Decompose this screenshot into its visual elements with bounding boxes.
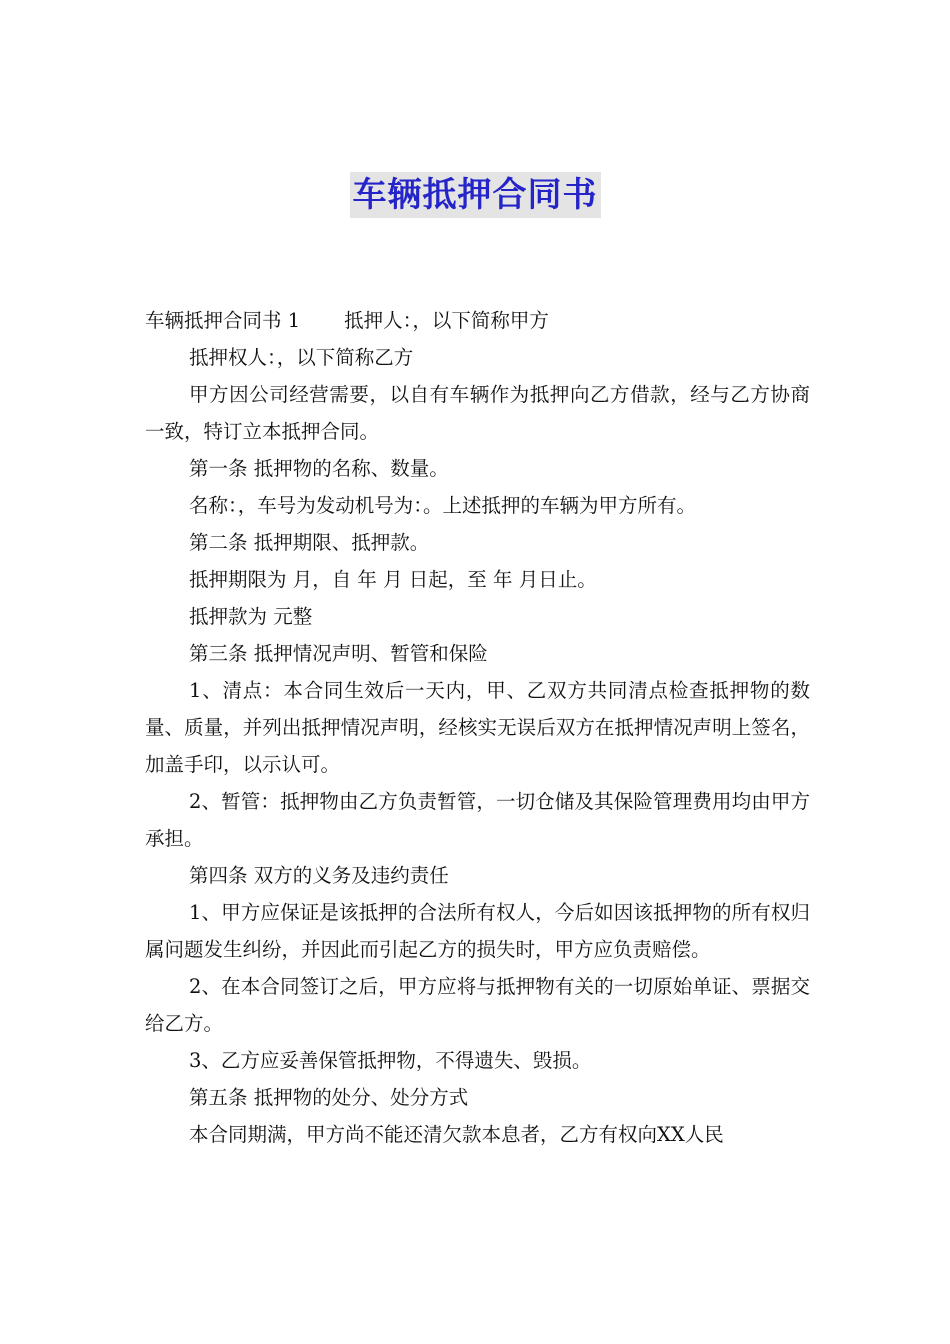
heading-party: 抵押人：，以下简称甲方 xyxy=(344,309,549,332)
paragraph-preamble: 甲方因公司经营需要，以自有车辆作为抵押向乙方借款，经与乙方协商一致，特订立本抵押合同。 xyxy=(145,383,810,443)
heading-number: 车辆抵押合同书 1 xyxy=(145,309,301,332)
document-body xyxy=(145,302,810,1153)
paragraph-inventory: 1、清点：本合同生效后一天内，甲、乙双方共同清点检查抵押物的数量、质量，并列出抵押情况声明，经核实无误后双方在抵押情况声明上签名，加盖手印，以示认可。 xyxy=(145,679,810,776)
title-wrapper xyxy=(0,172,950,218)
article-1-heading: 第一条 抵押物的名称、数量。 xyxy=(189,457,449,480)
paragraph-obligation-3: 3、乙方应妥善保管抵押物，不得遗失、毁损。 xyxy=(189,1049,592,1072)
article-3-heading: 第三条 抵押情况声明、暂管和保险 xyxy=(189,642,488,665)
article-4-heading: 第四条 双方的义务及违约责任 xyxy=(189,864,449,887)
paragraph-vehicle-name: 名称：，车号为发动机号为：。上述抵押的车辆为甲方所有。 xyxy=(189,494,697,517)
paragraph-custody: 2、暂管：抵押物由乙方负责暂管，一切仓储及其保险管理费用均由甲方承担。 xyxy=(145,790,810,850)
heading-line xyxy=(145,302,810,339)
paragraph-obligation-2: 2、在本合同签订之后，甲方应将与抵押物有关的一切原始单证、票据交给乙方。 xyxy=(145,975,810,1035)
article-2-heading: 第二条 抵押期限、抵押款。 xyxy=(189,531,430,554)
paragraph-obligation-1: 1、甲方应保证是该抵押的合法所有权人，今后如因该抵押物的所有权归属问题发生纠纷，并因此而引起乙方的损失时，甲方应负责赔偿。 xyxy=(145,901,810,961)
document-title: 车辆抵押合同书 xyxy=(350,172,601,218)
paragraph-mortgagee: 抵押权人：，以下简称乙方 xyxy=(189,346,414,369)
paragraph-disposal: 本合同期满，甲方尚不能还清欠款本息者，乙方有权向XX人民 xyxy=(189,1123,724,1146)
paragraph-amount: 抵押款为 元整 xyxy=(189,605,313,628)
paragraph-term: 抵押期限为 月，自 年 月 日起，至 年 月日止。 xyxy=(189,568,597,591)
article-5-heading: 第五条 抵押物的处分、处分方式 xyxy=(189,1086,469,1109)
